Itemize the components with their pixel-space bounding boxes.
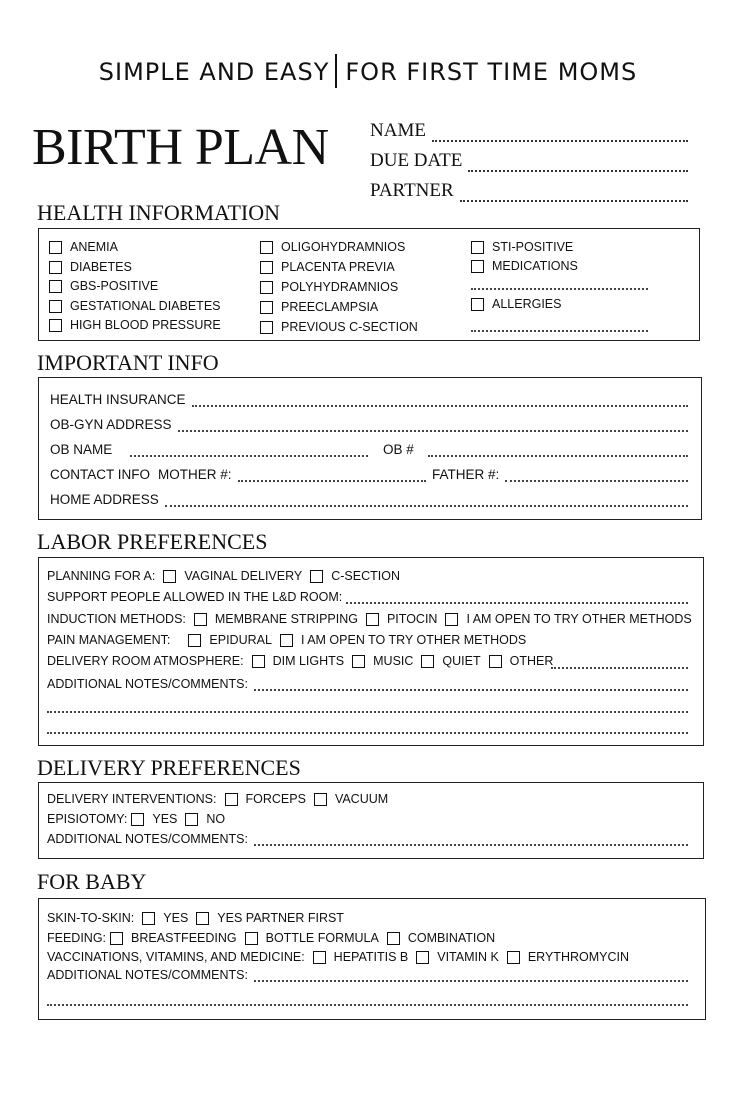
other-line[interactable] [551, 659, 688, 669]
checkbox[interactable] [49, 280, 62, 293]
checkbox[interactable] [260, 261, 273, 274]
father-line[interactable] [505, 472, 688, 482]
induction-label: INDUCTION METHODS: [47, 612, 186, 626]
feeding-label: FEEDING: [47, 931, 107, 945]
health-item-sti[interactable] [471, 240, 573, 254]
health-label: STI-POSITIVE [492, 240, 574, 254]
labor-notes-line-2[interactable] [47, 703, 688, 713]
episiotomy-label: EPISIOTOMY: [47, 812, 128, 826]
checkbox-ery[interactable] [507, 951, 520, 964]
skin-yes-label: YES [163, 911, 189, 925]
checkbox-episiotomy-no[interactable] [185, 813, 198, 826]
father-label: FATHER #: [432, 467, 500, 482]
health-insurance-field[interactable] [50, 392, 688, 407]
open-induction-label: I AM OPEN TO TRY OTHER METHODS [466, 612, 692, 626]
dim-label: DIM LIGHTS [272, 654, 345, 668]
checkbox-skin-yes[interactable] [142, 912, 155, 925]
health-item-preeclampsia[interactable] [260, 300, 378, 314]
membrane-label: MEMBRANE STRIPPING [214, 612, 358, 626]
open-pain-label: I AM OPEN TO TRY OTHER METHODS [300, 633, 527, 647]
health-label: PREVIOUS C-SECTION [281, 320, 418, 334]
checkbox-dim[interactable] [252, 655, 265, 668]
mother-line[interactable] [238, 472, 426, 482]
health-label: POLYHYDRAMNIOS [281, 280, 399, 294]
skin-row [47, 911, 344, 925]
planning-label: PLANNING FOR A: [47, 569, 156, 583]
name-line[interactable] [432, 128, 688, 142]
episiotomy-row [47, 812, 225, 826]
episiotomy-yes-label: YES [152, 812, 178, 826]
checkbox-vacuum[interactable] [314, 793, 327, 806]
checkbox[interactable] [49, 300, 62, 313]
health-label: DIABETES [70, 260, 132, 274]
vacc-label: VACCINATIONS, VITAMINS, AND MEDICINE: [47, 950, 305, 964]
skin-partner-label: YES PARTNER FIRST [217, 911, 344, 925]
csection-label: C-SECTION [331, 569, 400, 583]
support-label: SUPPORT PEOPLE ALLOWED IN THE L&D ROOM: [47, 590, 343, 604]
interventions-label: DELIVERY INTERVENTIONS: [47, 792, 217, 806]
contact-info-label: CONTACT INFO [50, 467, 150, 482]
health-item-diabetes[interactable] [49, 260, 132, 274]
baby-notes-line[interactable] [254, 972, 688, 982]
health-item-allergies[interactable] [471, 297, 561, 311]
skin-label: SKIN-TO-SKIN: [47, 911, 135, 925]
induction-row [47, 612, 692, 626]
health-item-medications[interactable] [471, 259, 578, 273]
labor-notes-line[interactable] [254, 681, 688, 691]
checkbox[interactable] [471, 298, 484, 311]
checkbox[interactable] [260, 281, 273, 294]
checkbox[interactable] [260, 321, 273, 334]
home-address-field[interactable] [50, 492, 688, 507]
pitocin-label: PITOCIN [386, 612, 438, 626]
health-label: ALLERGIES [492, 297, 562, 311]
checkbox[interactable] [49, 261, 62, 274]
delivery-heading: DELIVERY PREFERENCES [37, 755, 301, 780]
health-label: ANEMIA [70, 240, 118, 254]
health-insurance-line[interactable] [192, 397, 688, 407]
checkbox-quiet[interactable] [421, 655, 434, 668]
mother-label: MOTHER #: [158, 467, 232, 482]
health-item-gestational[interactable] [49, 299, 221, 313]
health-item-poly[interactable] [260, 280, 398, 294]
checkbox[interactable] [49, 241, 62, 254]
atmosphere-row [47, 654, 553, 668]
home-address-label: HOME ADDRESS [50, 492, 159, 507]
father-contact-field[interactable] [432, 467, 688, 482]
health-label: PLACENTA PREVIA [281, 260, 395, 274]
tagline-left: SIMPLE AND EASY [98, 58, 330, 86]
labor-notes-line-3[interactable] [47, 724, 688, 734]
checkbox[interactable] [260, 241, 273, 254]
delivery-notes-line[interactable] [254, 836, 688, 846]
obgyn-address-line[interactable] [178, 422, 688, 432]
ob-name-field[interactable] [50, 442, 368, 457]
vacc-row [47, 950, 629, 964]
health-label: GESTATIONAL DIABETES [70, 299, 221, 313]
support-line[interactable] [346, 594, 688, 604]
checkbox-music[interactable] [352, 655, 365, 668]
labor-notes-field[interactable] [47, 677, 688, 691]
vacuum-label: VACUUM [334, 792, 389, 806]
music-label: MUSIC [373, 654, 414, 668]
delivery-notes-field[interactable] [47, 832, 688, 846]
medications-line[interactable] [471, 280, 648, 290]
checkbox-vitk[interactable] [416, 951, 429, 964]
checkbox-combo[interactable] [387, 932, 400, 945]
ob-number-line[interactable] [428, 447, 688, 457]
health-item-hbp[interactable] [49, 318, 221, 332]
support-people-field[interactable] [47, 590, 688, 604]
health-label: PREECLAMPSIA [281, 300, 379, 314]
labor-box [38, 557, 704, 746]
episiotomy-no-label: NO [206, 812, 226, 826]
checkbox-open-pain[interactable] [280, 634, 293, 647]
checkbox-bottle[interactable] [245, 932, 258, 945]
checkbox-membrane[interactable] [194, 613, 207, 626]
tagline [0, 54, 736, 88]
important-heading: IMPORTANT INFO [37, 350, 219, 375]
baby-heading: FOR BABY [37, 869, 147, 894]
checkbox[interactable] [471, 241, 484, 254]
partner-label: PARTNER [370, 180, 454, 201]
labor-heading: LABOR PREFERENCES [37, 529, 268, 554]
tagline-divider [335, 54, 337, 88]
health-label: GBS-POSITIVE [70, 279, 159, 293]
checkbox[interactable] [471, 260, 484, 273]
forceps-label: FORCEPS [245, 792, 306, 806]
health-label: OLIGOHYDRAMNIOS [281, 240, 406, 254]
health-label: HIGH BLOOD PRESSURE [70, 318, 221, 332]
health-item-previa[interactable] [260, 260, 395, 274]
checkbox-hepb[interactable] [313, 951, 326, 964]
ob-number-label: OB # [383, 442, 414, 457]
feeding-row [47, 931, 495, 945]
checkbox-skin-partner[interactable] [196, 912, 209, 925]
checkbox-pitocin[interactable] [366, 613, 379, 626]
due-date-field[interactable] [370, 150, 688, 172]
mother-contact-field[interactable] [50, 467, 426, 482]
allergies-line[interactable] [471, 322, 648, 332]
bottle-label: BOTTLE FORMULA [265, 931, 379, 945]
epidural-label: EPIDURAL [209, 633, 272, 647]
pain-label: PAIN MANAGEMENT: [47, 633, 171, 647]
delivery-notes-label: ADDITIONAL NOTES/COMMENTS: [47, 832, 248, 846]
baby-notes-field[interactable] [47, 968, 688, 982]
checkbox-epidural[interactable] [188, 634, 201, 647]
ob-number-field[interactable] [383, 442, 688, 457]
name-label: NAME [370, 120, 426, 141]
baby-notes-line-2[interactable] [47, 996, 688, 1006]
vaginal-label: VAGINAL DELIVERY [184, 569, 303, 583]
due-date-line[interactable] [468, 158, 688, 172]
checkbox-episiotomy-yes[interactable] [131, 813, 144, 826]
page-title: BIRTH PLAN [32, 119, 329, 176]
home-address-line[interactable] [165, 497, 688, 507]
health-item-prev-csection[interactable] [260, 320, 418, 334]
health-label: MEDICATIONS [492, 259, 578, 273]
checkbox-forceps[interactable] [225, 793, 238, 806]
labor-notes-label: ADDITIONAL NOTES/COMMENTS: [47, 677, 248, 691]
baby-notes-label: ADDITIONAL NOTES/COMMENTS: [47, 968, 248, 982]
health-item-gbs[interactable] [49, 279, 158, 293]
health-item-anemia[interactable] [49, 240, 118, 254]
checkbox[interactable] [260, 301, 273, 314]
checkbox-open-induction[interactable] [445, 613, 458, 626]
obgyn-address-field[interactable] [50, 417, 688, 432]
checkbox-csection[interactable] [310, 570, 323, 583]
hepb-label: HEPATITIS B [333, 950, 409, 964]
checkbox[interactable] [49, 319, 62, 332]
partner-line[interactable] [460, 188, 688, 202]
due-date-label: DUE DATE [370, 150, 463, 171]
checkbox-breast[interactable] [110, 932, 123, 945]
vitk-label: VITAMIN K [437, 950, 499, 964]
planning-row [47, 569, 400, 583]
combo-label: COMBINATION [407, 931, 496, 945]
ery-label: ERYTHROMYCIN [527, 950, 629, 964]
ob-name-label: OB NAME [50, 442, 113, 457]
interventions-row [47, 792, 388, 806]
checkbox-other[interactable] [489, 655, 502, 668]
breast-label: BREASTFEEDING [131, 931, 237, 945]
ob-name-line[interactable] [130, 447, 368, 457]
other-label: OTHER [509, 654, 554, 668]
checkbox-vaginal[interactable] [163, 570, 176, 583]
tagline-right: FOR FIRST TIME MOMS [345, 58, 638, 86]
obgyn-address-label: OB-GYN ADDRESS [50, 417, 172, 432]
health-item-oligo[interactable] [260, 240, 405, 254]
name-field[interactable] [370, 120, 688, 142]
pain-row [47, 633, 526, 647]
atmosphere-label: DELIVERY ROOM ATMOSPHERE: [47, 654, 244, 668]
partner-field[interactable] [370, 180, 688, 202]
quiet-label: QUIET [442, 654, 481, 668]
health-insurance-label: HEALTH INSURANCE [50, 392, 186, 407]
health-heading: HEALTH INFORMATION [37, 200, 281, 225]
